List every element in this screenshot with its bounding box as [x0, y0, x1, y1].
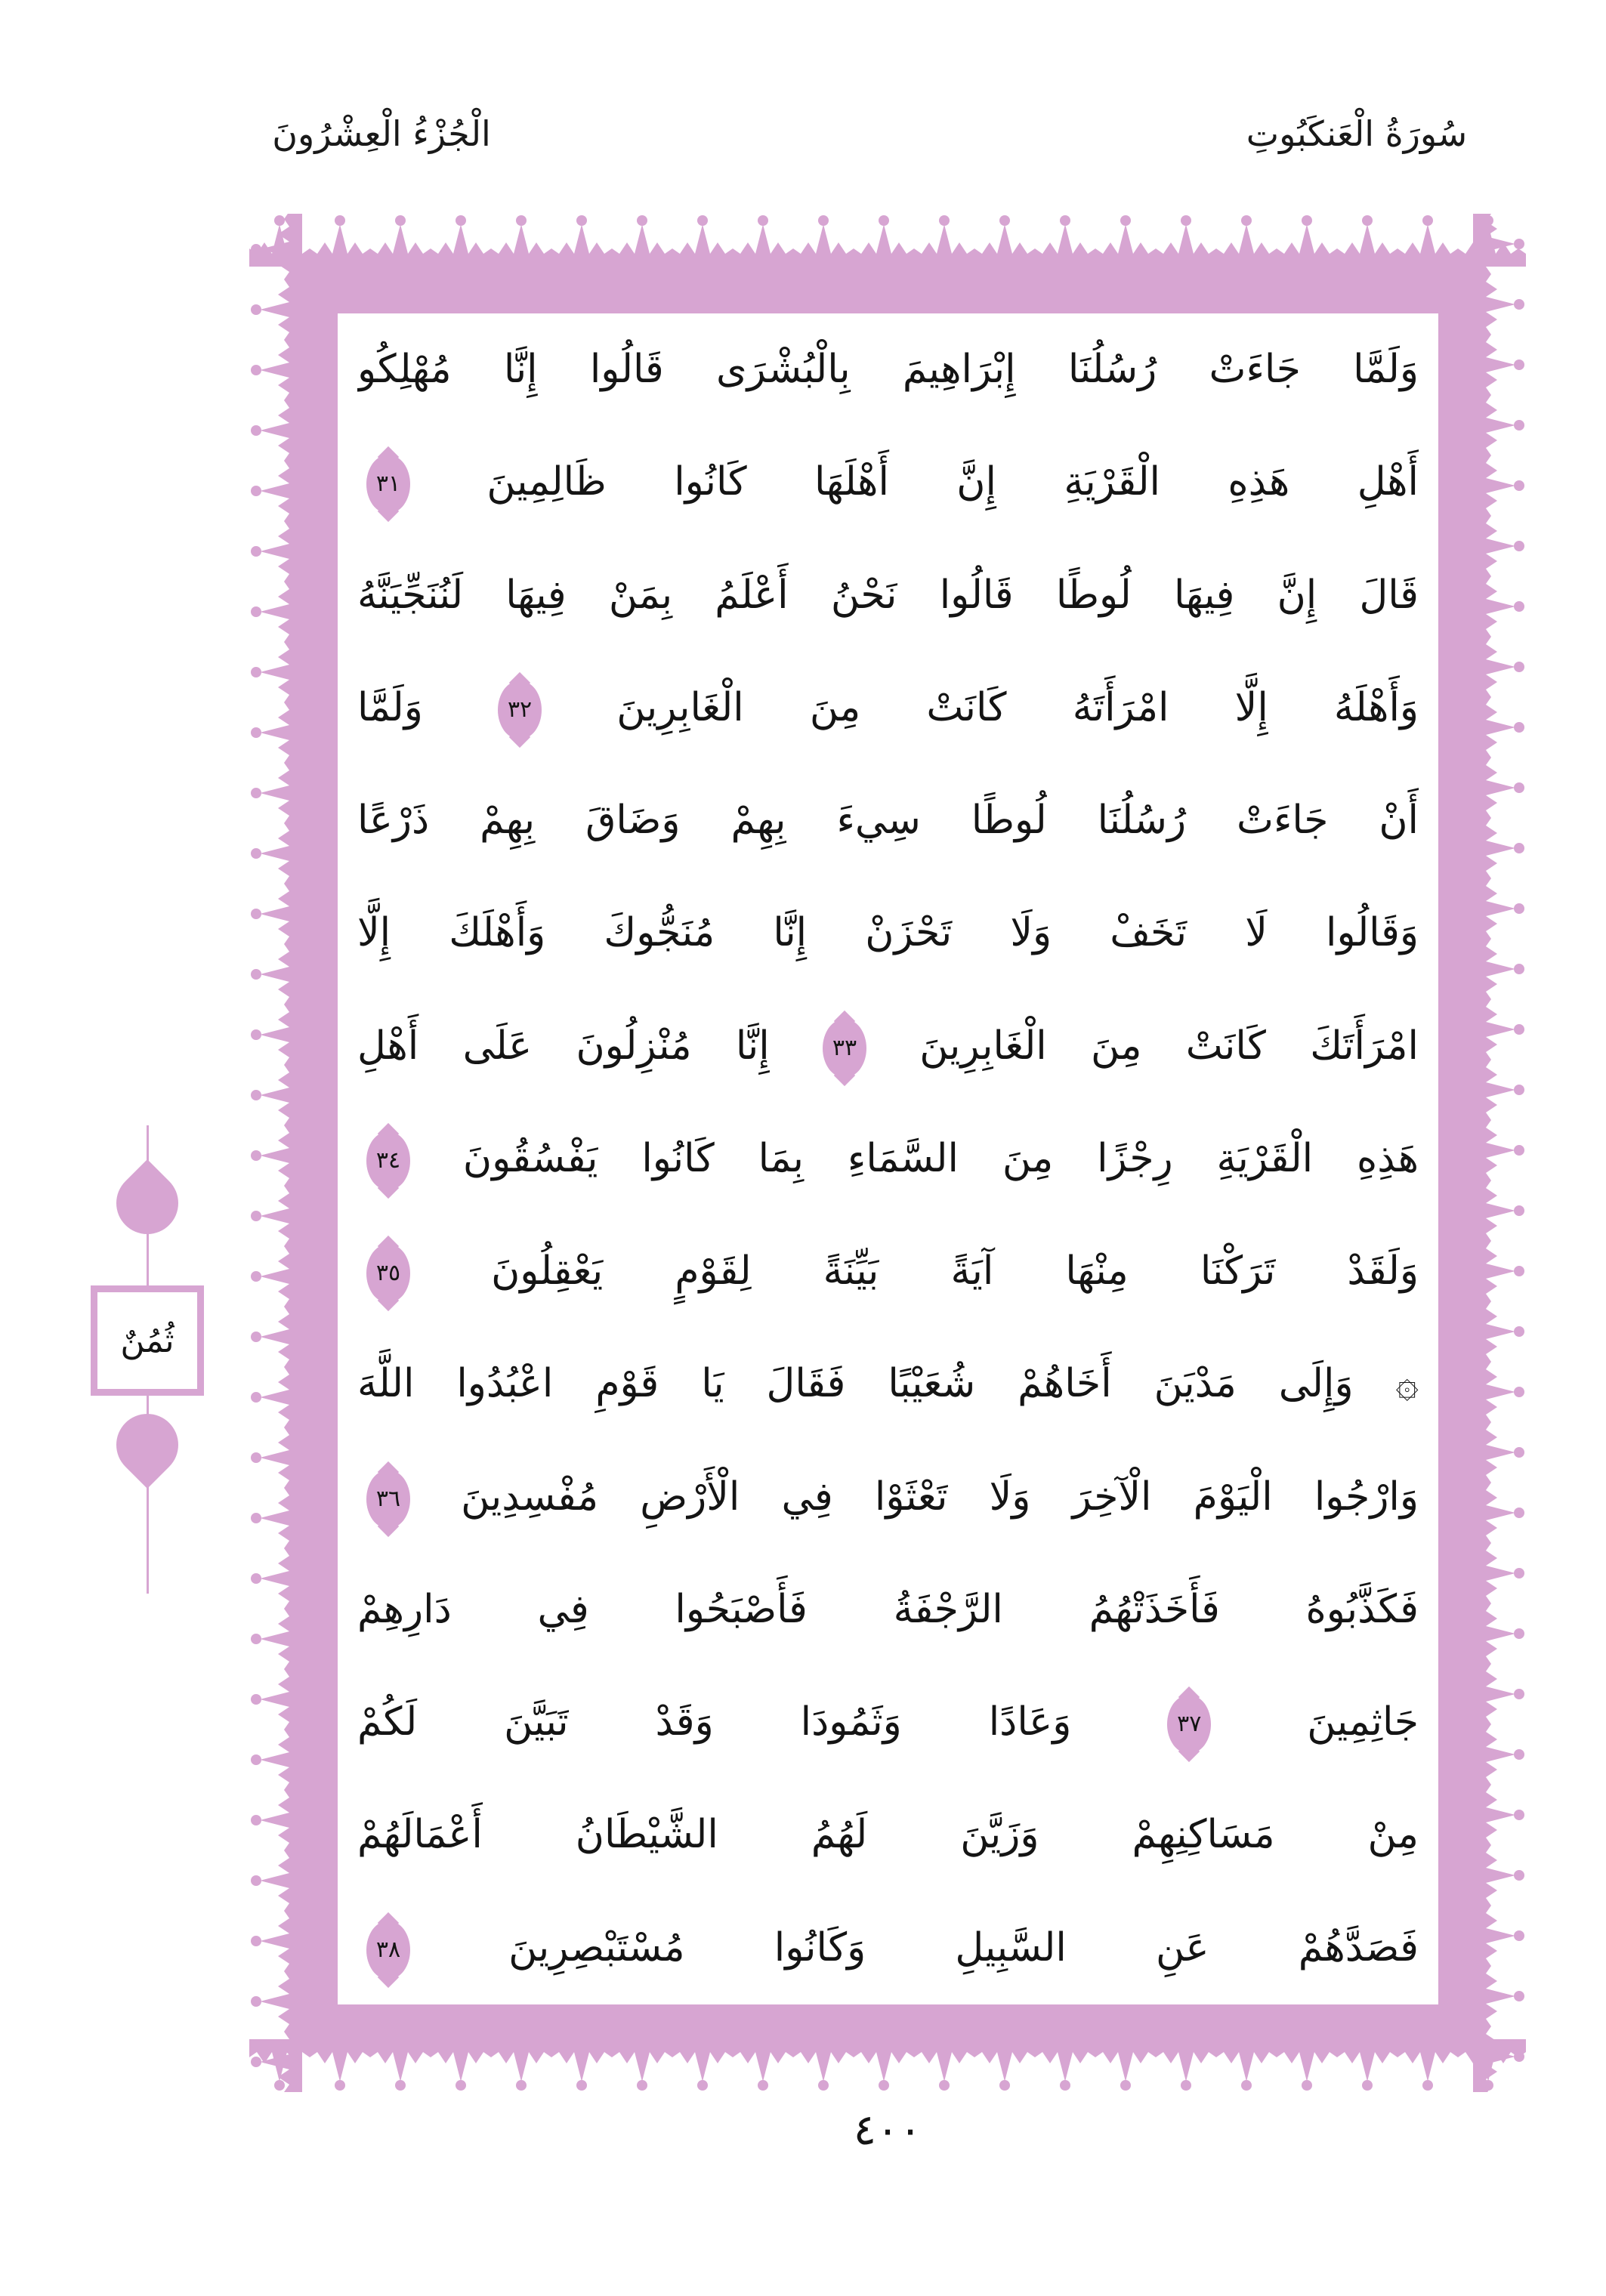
quran-line — [357, 1441, 1419, 1554]
surah-header: سُورَةُ الْعَنكَبُوتِ — [1246, 113, 1468, 154]
quran-line — [357, 1215, 1419, 1328]
quran-line — [357, 1666, 1419, 1779]
hizb-fraction-text: ثُمُنٌ — [120, 1321, 174, 1360]
ayah-text: وَأَهْلَهُ إِلَّا امْرَأَتَهُ كَانَتْ مِنَ الْغَابِرِينَ — [616, 684, 1419, 730]
hizb-fraction-label — [91, 1285, 204, 1396]
quran-line — [357, 877, 1419, 989]
ayah-text: أَهْلِ هَذِهِ الْقَرْيَةِ إِنَّ أَهْلَهَا كَانُوا ظَالِمِينَ — [486, 459, 1419, 505]
hizb-fraction-medallion — [89, 1125, 205, 1594]
ayah-text: وَلَقَدْ تَرَكْنَا مِنْهَا آيَةً بَيِّنَةً لِقَوْمٍ يَعْقِلُونَ — [491, 1248, 1419, 1295]
ayah-text: إِنَّا مُنْزِلُونَ عَلَى أَهْلِ — [357, 1023, 770, 1069]
ayah-text: جَاثِمِينَ — [1307, 1699, 1419, 1745]
ayah-text: فَصَدَّهُمْ عَنِ السَّبِيلِ وَكَانُوا مُسْتَبْصِرِينَ — [508, 1924, 1419, 1970]
verse-marker: ٣٨ — [366, 1921, 410, 1980]
ayah-text: وَقَالُوا لَا تَخَفْ وَلَا تَحْزَنْ إِنَّا مُنَجُّوكَ وَأَهْلَكَ إِلَّا — [357, 910, 1419, 956]
quran-line — [357, 1103, 1419, 1215]
verse-marker: ٣٣ — [823, 1019, 866, 1078]
ayah-text: هَذِهِ الْقَرْيَةِ رِجْزًا مِنَ السَّمَاءِ بِمَا كَانُوا يَفْسُقُونَ — [462, 1135, 1419, 1181]
verse-marker: ٣١ — [366, 455, 410, 514]
quran-line — [357, 426, 1419, 539]
ayah-text rub-el-hizb-icon: ۞ وَإِلَى مَدْيَنَ أَخَاهُمْ شُعَيْبًا فَقَالَ يَا قَوْمِ اعْبُدُوا اللَّهَ — [357, 1361, 1419, 1407]
quran-line — [357, 1779, 1419, 1891]
quran-text-block — [338, 313, 1438, 2004]
quran-line — [357, 990, 1419, 1103]
verse-marker: ٣٥ — [366, 1244, 410, 1303]
ayah-text: فَكَذَّبُوهُ فَأَخَذَتْهُمُ الرَّجْفَةُ فَأَصْبَحُوا فِي دَارِهِمْ — [357, 1586, 1419, 1632]
verse-marker: ٣٢ — [498, 680, 542, 739]
quran-line — [357, 313, 1419, 426]
ayah-text: وَعَادًا وَثَمُودَا وَقَدْ تَبَيَّنَ لَكُمْ — [357, 1699, 1072, 1745]
verse-marker: ٣٧ — [1167, 1695, 1211, 1754]
juz-header: الْجُزْءُ الْعِشْرُونَ — [272, 113, 491, 154]
quran-line — [357, 764, 1419, 877]
verse-marker: ٣٤ — [366, 1131, 410, 1190]
verse-marker: ٣٦ — [366, 1470, 410, 1529]
medallion-dome-icon — [103, 1159, 191, 1247]
ayah-text: قَالَ إِنَّ فِيهَا لُوطًا قَالُوا نَحْنُ أَعْلَمُ بِمَنْ فِيهَا لَنُنَجِّيَنَّهُ — [357, 572, 1419, 618]
quran-line — [357, 1892, 1419, 2004]
medallion-drop-icon — [103, 1401, 191, 1489]
quran-line — [357, 652, 1419, 764]
ayah-text: امْرَأَتَكَ كَانَتْ مِنَ الْغَابِرِينَ — [919, 1023, 1419, 1069]
ayah-text: أَنْ جَاءَتْ رُسُلُنَا لُوطًا سِيءَ بِهِمْ وَضَاقَ بِهِمْ ذَرْعًا — [357, 798, 1419, 844]
quran-line — [357, 1328, 1419, 1440]
quran-line — [357, 1554, 1419, 1666]
ayah-text: وَلَمَّا — [357, 684, 423, 730]
quran-line — [357, 539, 1419, 652]
page-number: ٤٠٠ — [853, 2106, 922, 2155]
ayah-text: وَلَمَّا جَاءَتْ رُسُلُنَا إِبْرَاهِيمَ بِالْبُشْرَى قَالُوا إِنَّا مُهْلِكُو — [357, 347, 1419, 392]
ayah-text: مِنْ مَسَاكِنِهِمْ وَزَيَّنَ لَهُمُ الشَّيْطَانُ أَعْمَالَهُمْ — [357, 1812, 1419, 1858]
ayah-text: وَارْجُوا الْيَوْمَ الْآخِرَ وَلَا تَعْثَوْا فِي الْأَرْضِ مُفْسِدِينَ — [461, 1474, 1419, 1520]
